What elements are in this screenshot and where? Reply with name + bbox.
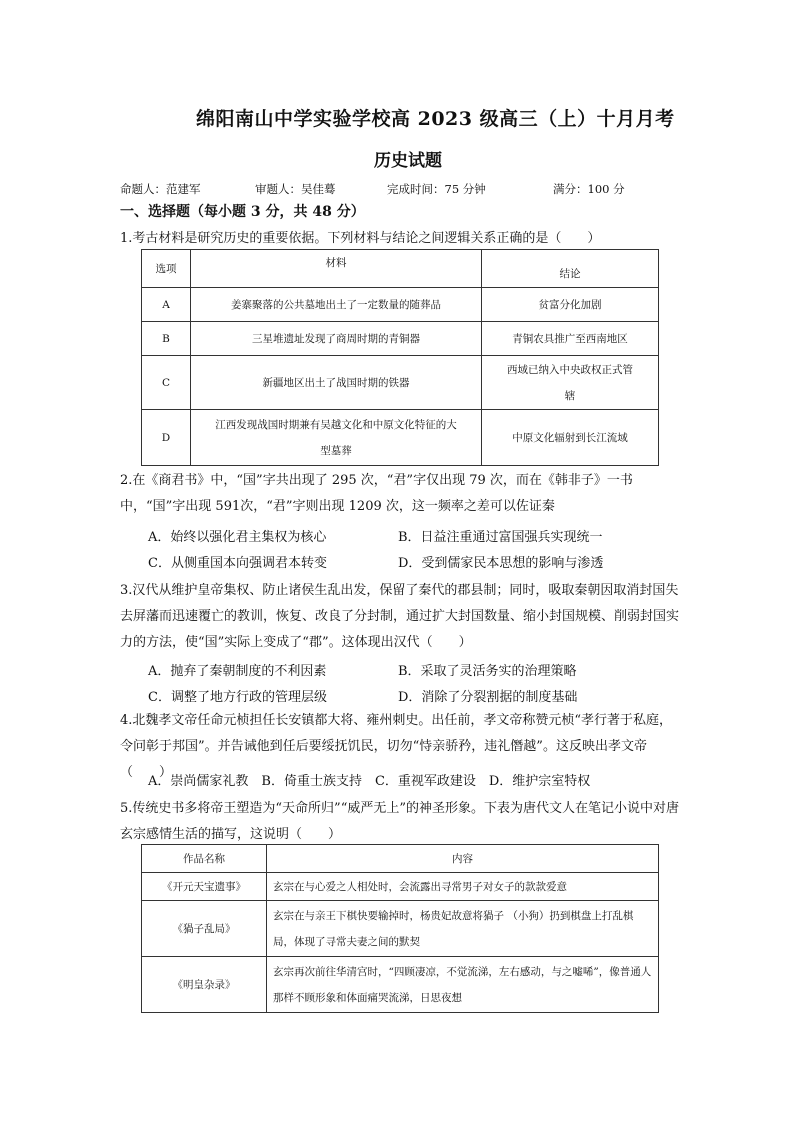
table-row: [142, 901, 659, 957]
row-content: 玄宗再次前往华清宫时，“四顾凄凉，不觉流涕，左右感动，与之嘘唏”，像普通人那样不顾形象和体面痛哭流涕，日思夜想: [267, 957, 659, 1013]
score-label: 满分：100 分: [553, 182, 625, 196]
row-option: A: [142, 288, 191, 322]
row-option: B: [142, 322, 191, 356]
header-work: 作品名称: [142, 845, 267, 873]
time-label: 完成时间：75 分钟: [387, 182, 486, 196]
header-conclusion: 结论: [482, 250, 659, 288]
question-3-option-b: B．采取了灵活务实的治理策略: [398, 664, 577, 679]
author-label: 命题人：范建军: [120, 182, 201, 196]
section-heading: 一、选择题（每小题 3 分，共 48 分）: [120, 204, 365, 220]
question-4-stem: 4.北魏孝文帝任命元桢担任长安镇都大将、雍州刺史。出任前，孝文帝称赞元桢“孝行著于私庭，令问彰于邦国”。并告诫他到任后要绥抚饥民，切勿“恃亲骄矜，违礼僭越”。这反映出孝文帝（ ）: [120, 713, 673, 780]
row-option: D: [142, 410, 191, 466]
exam-title: 绵阳南山中学实验学校高 2023 级高三（上）十月月考: [196, 108, 675, 130]
question-2-option-b: B．日益注重通过富国强兵实现统一: [398, 530, 603, 545]
table-row: [142, 288, 659, 322]
table-row: [142, 957, 659, 1013]
row-material: 江西发现战国时期兼有吴越文化和中原文化特征的大型墓葬: [191, 410, 482, 466]
question-5-table: [141, 844, 659, 1013]
question-3-option-a: A．抛弃了秦朝制度的不利因素: [148, 664, 327, 679]
question-3-stem: 3.汉代从维护皇帝集权、防止诸侯生乱出发，保留了秦代的郡县制；同时，吸取秦朝因取消封国失去屏藩而迅速覆亡的教训，恢复、改良了分封制，通过扩大封国数量、缩小封国规模、削弱封国实力的方法，使“国”实际上变成了“郡”。这体现出汉代（ ）: [120, 583, 680, 650]
question-2-option-c: C．从侧重国本向强调君本转变: [148, 556, 327, 571]
row-conclusion: 中原文化辐射到长江流域: [482, 410, 659, 466]
row-material: 新疆地区出土了战国时期的铁器: [191, 356, 482, 410]
row-conclusion: 贫富分化加剧: [482, 288, 659, 322]
table-row: [142, 873, 659, 901]
question-2-stem: 2.在《商君书》中，“国”字共出现了 295 次，“君”字仅出现 79 次，而在《韩非子》一书中，“国”字出现 591次，“君”字则出现 1209 次，这一频率之差可以佐证秦: [120, 473, 633, 514]
row-work: 《明皇杂录》: [142, 957, 267, 1013]
table-row: [142, 322, 659, 356]
question-4-options: A．崇尚儒家礼教 B．倚重士族支持 C．重视军政建设 D．维护宗室特权: [148, 774, 591, 789]
reviewer-label: 审题人：吴佳蓦: [255, 182, 336, 196]
row-material: 姜寨聚落的公共墓地出土了一定数量的随葬品: [191, 288, 482, 322]
table-header-row: [142, 250, 659, 288]
question-1-table: [141, 249, 659, 466]
question-2-option-d: D．受到儒家民本思想的影响与渗透: [398, 556, 604, 571]
table-header-row: [142, 845, 659, 873]
question-5-stem: 5.传统史书多将帝王塑造为“天命所归”“威严无上”的神圣形象。下表为唐代文人在笔记小说中对唐玄宗感情生活的描写，这说明（ ）: [120, 801, 679, 842]
header-option: 选项: [142, 250, 191, 288]
row-material: 三星堆遗址发现了商周时期的青铜器: [191, 322, 482, 356]
row-conclusion: 青铜农具推广至西南地区: [482, 322, 659, 356]
exam-subject: 历史试题: [374, 151, 442, 171]
header-content: 内容: [267, 845, 659, 873]
question-2-option-a: A．始终以强化君主集权为核心: [148, 530, 327, 545]
question-3-option-d: D．消除了分裂割据的制度基础: [398, 690, 578, 705]
row-content: 玄宗在与心爱之人相处时，会流露出寻常男子对女子的款款爱意: [267, 873, 659, 901]
row-work: 《开元天宝遗事》: [142, 873, 267, 901]
question-3-option-c: C．调整了地方行政的管理层级: [148, 690, 327, 705]
row-work: 《猧子乱局》: [142, 901, 267, 957]
table-row: [142, 410, 659, 466]
header-material: 材料: [191, 250, 482, 288]
row-option: C: [142, 356, 191, 410]
table-row: [142, 356, 659, 410]
row-content: 玄宗在与亲王下棋快要输掉时，杨贵妃故意将猧子 （小狗）扔到棋盘上打乱棋局，体现了寻常夫妻之间的默契: [267, 901, 659, 957]
question-1-stem: 1.考古材料是研究历史的重要依据。下列材料与结论之间逻辑关系正确的是（ ）: [120, 231, 601, 246]
row-conclusion: 西域已纳入中央政权正式管辖: [482, 356, 659, 410]
